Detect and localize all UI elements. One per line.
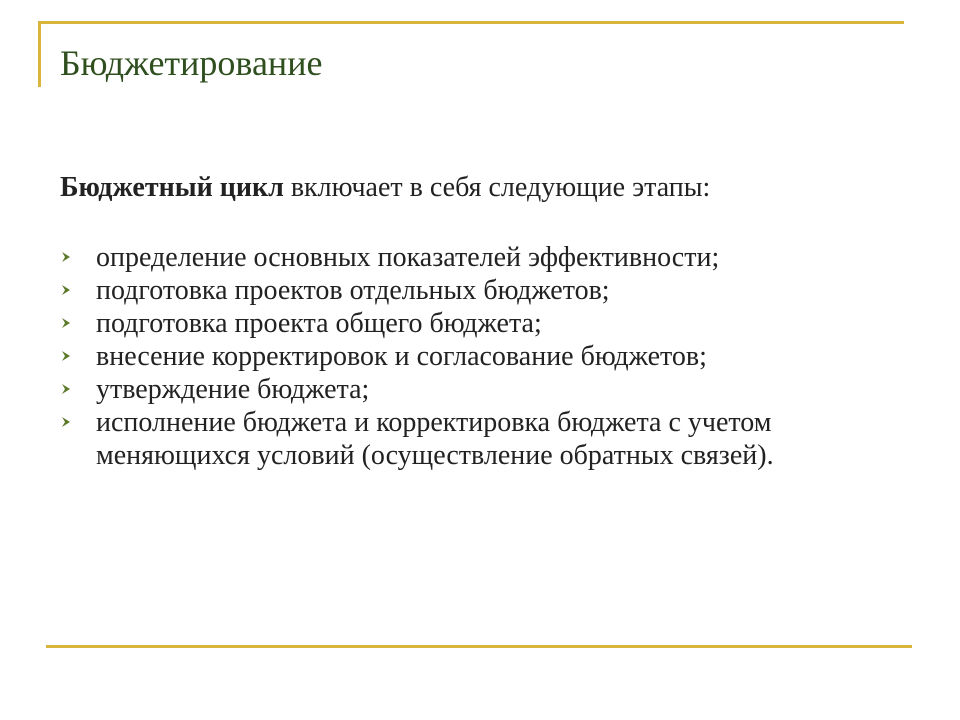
stage-text: подготовка проектов отдельных бюджетов; — [96, 275, 610, 306]
chevron-arrow-icon — [60, 307, 80, 340]
top-rule — [40, 21, 904, 24]
stage-item — [60, 373, 916, 406]
chevron-arrow-icon — [60, 340, 80, 373]
intro-line — [60, 170, 920, 206]
left-rule — [38, 21, 41, 87]
stage-item — [60, 340, 916, 373]
stage-item — [60, 241, 916, 274]
slide-body — [60, 170, 920, 472]
stage-text: исполнение бюджета и корректировка бюджета с учетом меняющихся условий (осуществление обратных связей). — [96, 407, 774, 471]
chevron-arrow-icon — [60, 373, 80, 406]
stage-text: подготовка проекта общего бюджета; — [96, 308, 542, 339]
stage-list — [60, 241, 920, 472]
intro-text: включает в себя следующие этапы: — [283, 172, 711, 203]
slide-title: Бюджетирование — [60, 43, 323, 83]
stage-text: утверждение бюджета; — [96, 374, 370, 405]
stage-item — [60, 274, 916, 307]
stage-item — [60, 406, 916, 472]
stage-text: определение основных показателей эффективности; — [96, 242, 720, 273]
bottom-rule — [46, 645, 912, 648]
chevron-arrow-icon — [60, 241, 80, 274]
chevron-arrow-icon — [60, 274, 80, 307]
stage-text: внесение корректировок и согласование бюджетов; — [96, 341, 707, 372]
intro-term: Бюджетный цикл — [60, 172, 284, 203]
chevron-arrow-icon — [60, 406, 80, 439]
stage-item — [60, 307, 916, 340]
